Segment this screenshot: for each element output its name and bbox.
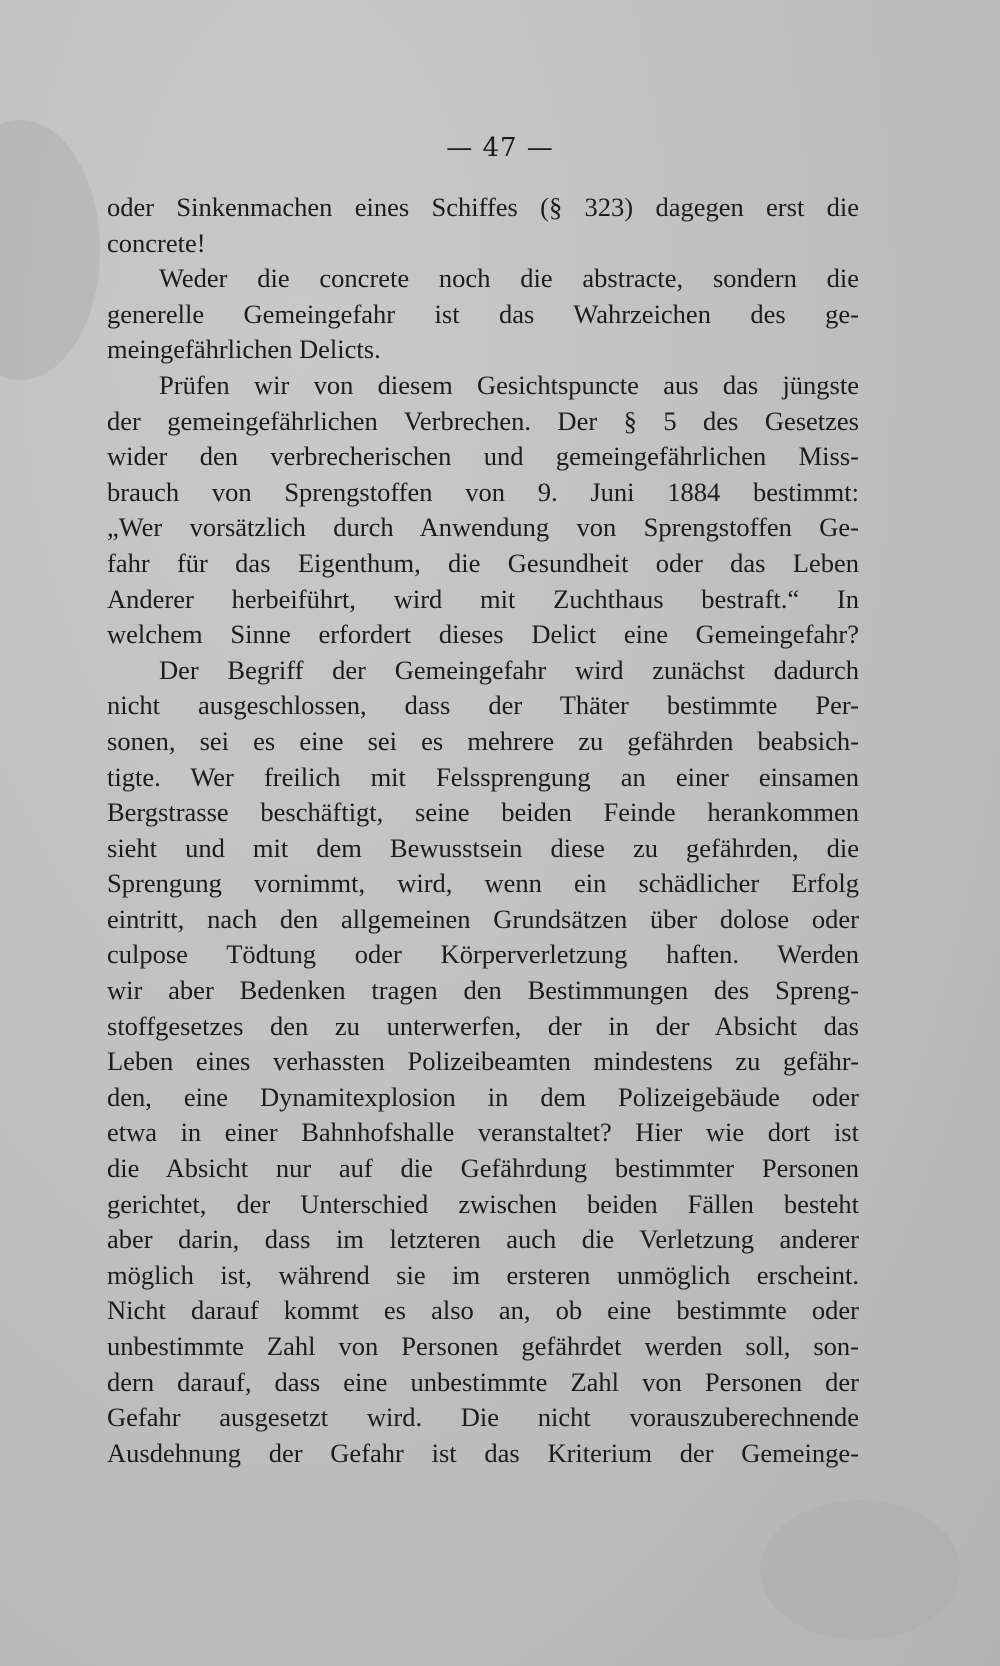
text-line: brauch von Sprengstoffen von 9. Juni 1884 bestimmt: [107,476,859,507]
text-line: etwa in einer Bahnhofshalle veranstaltet? Hier wie dort ist [107,1117,859,1148]
text-line: Sprengung vornimmt, wird, wenn ein schädlicher Erfolg [107,868,859,899]
text-line: den, eine Dynamitexplosion in dem Polizeigebäude oder [107,1081,859,1112]
text-line: sonen, sei es eine sei es mehrere zu gefährden beabsich- [107,725,859,756]
text-line: aber darin, dass im letzteren auch die Verletzung anderer [107,1224,859,1255]
text-line: fahr für das Eigenthum, die Gesundheit oder das Leben [107,547,859,578]
text-line: Ausdehnung der Gefahr ist das Kriterium der Gemeinge- [107,1437,859,1468]
paper-stain [760,1500,960,1640]
text-line: tigte. Wer freilich mit Felssprengung an einer einsamen [107,761,859,792]
text-line: Gefahr ausgesetzt wird. Die nicht vorauszuberechnende [107,1402,859,1433]
text-line: Nicht darauf kommt es also an, ob eine bestimmte oder [107,1295,859,1326]
text-line: Anderer herbeiführt, wird mit Zuchthaus bestraft.“ In [107,583,859,614]
text-line: die Absicht nur auf die Gefährdung bestimmter Personen [107,1153,859,1184]
text-line: wir aber Bedenken tragen den Bestimmungen des Spreng- [107,975,859,1006]
body-text [107,190,859,1471]
text-line: welchem Sinne erfordert dieses Delict eine Gemeingefahr? [107,619,859,650]
page-number: — 47 — [446,133,554,163]
text-line: stoffgesetzes den zu unterwerfen, der in der Absicht das [107,1010,859,1041]
text-line: meingefährlichen Delicts. [107,334,381,365]
text-line: nicht ausgeschlossen, dass der Thäter bestimmte Per- [107,690,859,721]
text-line: oder Sinkenmachen eines Schiffes (§ 323) dagegen erst die [107,192,859,222]
text-line: concrete! [107,227,206,258]
text-line: möglich ist, während sie im ersteren unmöglich erscheint. [107,1259,859,1290]
text-line: dern darauf, dass eine unbestimmte Zahl von Personen der [107,1366,859,1397]
text-line: wider den verbrecherischen und gemeingefährlichen Miss- [107,441,859,472]
text-line: eintritt, nach den allgemeinen Grundsätzen über dolose oder [107,903,859,934]
text-line: Bergstrasse beschäftigt, seine beiden Feinde herankommen [107,797,859,828]
text-line: Leben eines verhassten Polizeibeamten mindestens zu gefähr- [107,1046,859,1077]
text-line: sieht und mit dem Bewusstsein diese zu gefährden, die [107,832,859,863]
text-line: Prüfen wir von diesem Gesichtspuncte aus das jüngste [159,369,859,400]
text-line: unbestimmte Zahl von Personen gefährdet werden soll, son- [107,1331,859,1361]
text-line: der gemeingefährlichen Verbrechen. Der § 5 des Gesetzes [107,405,859,436]
text-line: Weder die concrete noch die abstracte, sondern die [159,263,859,294]
text-line: Der Begriff der Gemeingefahr wird zunächst dadurch [159,654,859,685]
text-line: „Wer vorsätzlich durch Anwendung von Sprengstoffen Ge- [107,512,859,543]
text-line: gerichtet, der Unterschied zwischen beiden Fällen besteht [107,1188,859,1219]
text-line: generelle Gemeingefahr ist das Wahrzeichen des ge- [107,298,859,329]
text-line: culpose Tödtung oder Körperverletzung haften. Werden [107,939,859,970]
